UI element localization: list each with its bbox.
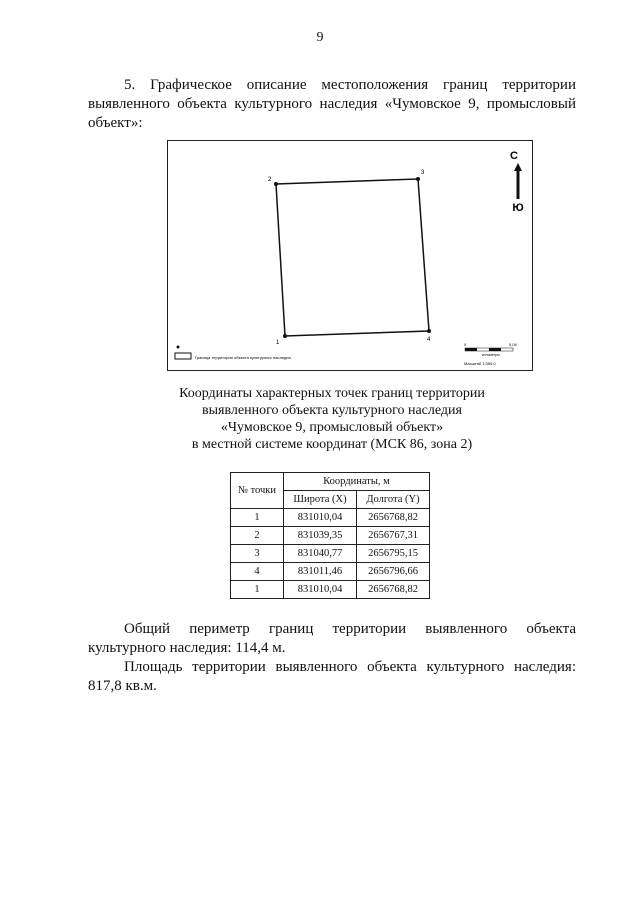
cell-point: 1: [231, 509, 284, 527]
cell-y: 2656768,82: [357, 509, 430, 527]
svg-text:0: 0: [464, 342, 467, 347]
table-row: [231, 509, 430, 527]
legend-swatch: [175, 353, 191, 359]
cell-point: 4: [231, 563, 284, 581]
header-latitude-x: Широта (X): [284, 491, 357, 509]
point-marker-3: [416, 177, 420, 181]
point-label-1: 1: [276, 340, 280, 346]
compass-south-label: Ю: [512, 202, 524, 214]
compass-north-label: С: [510, 150, 518, 162]
table-row: [231, 527, 430, 545]
svg-text:километры: километры: [482, 353, 500, 357]
point-label-2: 2: [268, 177, 272, 183]
point-marker-1: [283, 334, 287, 338]
svg-text:Масштаб 1:350,0: Масштаб 1:350,0: [464, 361, 496, 366]
cell-x: 831010,04: [284, 509, 357, 527]
point-marker-2: [274, 182, 278, 186]
map-legend: [175, 346, 291, 361]
svg-text:0,04: 0,04: [509, 342, 517, 347]
scale-bar: [464, 342, 518, 366]
table-row: [231, 563, 430, 581]
map-svg: [168, 141, 534, 372]
coordinates-table: [230, 472, 430, 599]
cell-y: 2656796,66: [357, 563, 430, 581]
boundary-map: [167, 140, 533, 371]
caption-line: в местной системе координат (МСК 86, зона 2): [191, 437, 473, 452]
perimeter-line-1: Общий периметр границ территории выявленного объекта: [124, 621, 576, 637]
point-label-4: 4: [427, 337, 431, 343]
point-marker-4: [427, 329, 431, 333]
cell-y: 2656767,31: [357, 527, 430, 545]
cell-point: 3: [231, 545, 284, 563]
table-row: [231, 581, 430, 599]
cell-x: 831040,77: [284, 545, 357, 563]
cell-y: 2656768,82: [357, 581, 430, 599]
cell-x: 831010,04: [284, 581, 357, 599]
perimeter-line-2: культурного наследия: 114,4 м.: [88, 640, 286, 656]
section-heading: 5. Графическое описание местоположения границ территории выявленного объекта культурного наследия «Чумовское 9, промысловый объект»:: [88, 77, 576, 131]
header-coordinates: Координаты, м: [284, 473, 430, 491]
coordinates-caption: [88, 385, 576, 453]
cell-x: 831011,46: [284, 563, 357, 581]
header-longitude-y: Долгота (Y): [357, 491, 430, 509]
table-row: [231, 545, 430, 563]
legend-text: Граница территории объекта культурного наследия: [195, 355, 291, 360]
boundary-polygon: [276, 179, 429, 336]
caption-line: выявленного объекта культурного наследия: [202, 403, 462, 418]
perimeter-paragraph: [88, 620, 576, 658]
cell-y: 2656795,15: [357, 545, 430, 563]
area-paragraph: [88, 658, 576, 696]
header-point-number: № точки: [231, 473, 284, 509]
cell-point: 1: [231, 581, 284, 599]
point-label-3: 3: [421, 170, 425, 176]
north-arrow-icon: [510, 150, 524, 214]
page-number: 9: [316, 30, 324, 45]
caption-line: Координаты характерных точек границ территории: [179, 386, 485, 401]
caption-line: «Чумовское 9, промысловый объект»: [220, 420, 444, 435]
cell-x: 831039,35: [284, 527, 357, 545]
area-line-1: Площадь территории выявленного объекта культурного наследия:: [124, 659, 576, 675]
cell-point: 2: [231, 527, 284, 545]
area-line-2: 817,8 кв.м.: [88, 678, 157, 694]
